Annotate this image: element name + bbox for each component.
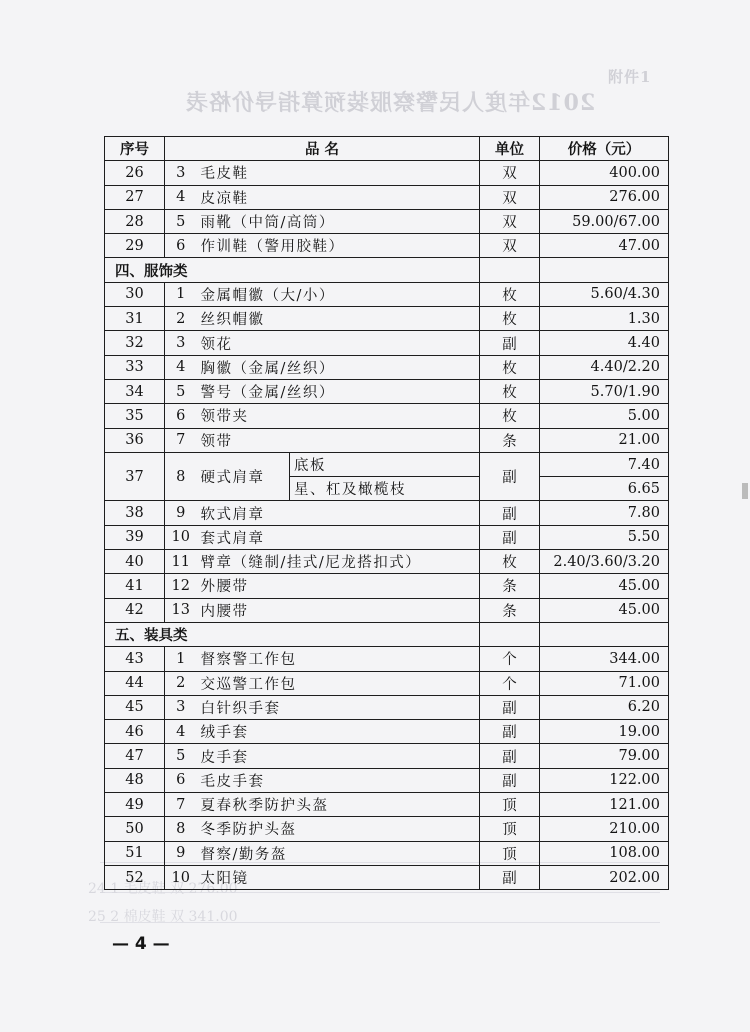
table-row xyxy=(105,744,669,768)
cell-seq: 47 xyxy=(105,744,165,768)
cell-price: 79.00 xyxy=(540,744,669,768)
cell-name: 软式肩章 xyxy=(197,501,480,525)
cell-unit: 顶 xyxy=(480,841,540,865)
cell-unit: 双 xyxy=(480,209,540,233)
cell-sub: 4 xyxy=(165,720,197,744)
cell-seq: 39 xyxy=(105,525,165,549)
cell-seq: 31 xyxy=(105,307,165,331)
table-row xyxy=(105,720,669,744)
cell-unit: 条 xyxy=(480,428,540,452)
cell-name: 领带夹 xyxy=(197,404,480,428)
table-row xyxy=(105,817,669,841)
cell-name: 外腰带 xyxy=(197,574,480,598)
cell-seq: 28 xyxy=(105,209,165,233)
cell-sub: 7 xyxy=(165,793,197,817)
cell-seq: 48 xyxy=(105,768,165,792)
table-row xyxy=(105,234,669,258)
cell-unit: 条 xyxy=(480,574,540,598)
cell-price: 45.00 xyxy=(540,574,669,598)
table-row xyxy=(105,404,669,428)
table-row xyxy=(105,671,669,695)
cell-unit: 副 xyxy=(480,865,540,889)
cell-price: 108.00 xyxy=(540,841,669,865)
cell-name: 冬季防护头盔 xyxy=(197,817,480,841)
cell-seq: 51 xyxy=(105,841,165,865)
table-row xyxy=(105,793,669,817)
cell-seq: 27 xyxy=(105,185,165,209)
category-blank xyxy=(540,622,669,646)
cell-seq: 37 xyxy=(105,452,165,501)
cell-name: 绒手套 xyxy=(197,720,480,744)
cell-name: 交巡警工作包 xyxy=(197,671,480,695)
price-table xyxy=(104,136,669,890)
cell-part: 星、杠及橄榄枝 xyxy=(290,477,480,501)
cell-sub: 1 xyxy=(165,282,197,306)
category-blank xyxy=(540,258,669,282)
cell-unit: 双 xyxy=(480,234,540,258)
cell-sub: 5 xyxy=(165,744,197,768)
cell-seq: 32 xyxy=(105,331,165,355)
cell-seq: 29 xyxy=(105,234,165,258)
cell-unit: 顶 xyxy=(480,793,540,817)
cell-name: 夏春秋季防护头盔 xyxy=(197,793,480,817)
cell-seq: 46 xyxy=(105,720,165,744)
cell-unit: 枚 xyxy=(480,307,540,331)
cell-name: 作训鞋（警用胶鞋） xyxy=(197,234,480,258)
cell-price: 6.20 xyxy=(540,695,669,719)
cell-unit: 副 xyxy=(480,452,540,501)
bleed-row: 25 2 棉皮鞋 双 341.00 xyxy=(88,909,238,925)
table-row xyxy=(105,525,669,549)
cell-unit: 副 xyxy=(480,331,540,355)
cell-name: 臂章（缝制/挂式/尼龙搭扣式） xyxy=(197,550,480,574)
cell-name: 毛皮鞋 xyxy=(197,161,480,185)
cell-price: 5.70/1.90 xyxy=(540,379,669,403)
cell-price: 7.40 xyxy=(540,452,669,476)
header-unit: 单位 xyxy=(480,137,540,161)
cell-seq: 33 xyxy=(105,355,165,379)
cell-price: 122.00 xyxy=(540,768,669,792)
scan-edge-mark xyxy=(742,483,748,499)
category-row xyxy=(105,258,669,282)
cell-name: 皮凉鞋 xyxy=(197,185,480,209)
cell-sub: 11 xyxy=(165,550,197,574)
cell-price: 21.00 xyxy=(540,428,669,452)
cell-sub: 5 xyxy=(165,209,197,233)
cell-unit: 副 xyxy=(480,768,540,792)
header-price: 价格（元） xyxy=(540,137,669,161)
cell-name: 白针织手套 xyxy=(197,695,480,719)
cell-unit: 顶 xyxy=(480,817,540,841)
table-header-row xyxy=(105,137,669,161)
cell-seq: 44 xyxy=(105,671,165,695)
cell-name: 套式肩章 xyxy=(197,525,480,549)
cell-part: 底板 xyxy=(290,452,480,476)
cell-seq: 35 xyxy=(105,404,165,428)
cell-seq: 43 xyxy=(105,647,165,671)
cell-seq: 30 xyxy=(105,282,165,306)
cell-unit: 副 xyxy=(480,525,540,549)
category-label: 五、装具类 xyxy=(105,622,480,646)
cell-sub: 3 xyxy=(165,695,197,719)
table-row xyxy=(105,185,669,209)
cell-name: 硬式肩章 xyxy=(197,452,290,501)
cell-price: 2.40/3.60/3.20 xyxy=(540,550,669,574)
cell-price: 47.00 xyxy=(540,234,669,258)
table-row xyxy=(105,379,669,403)
table-row xyxy=(105,209,669,233)
cell-sub: 1 xyxy=(165,647,197,671)
cell-seq: 26 xyxy=(105,161,165,185)
bleed-row: 24 1 毛皮鞋 双 276.00 xyxy=(88,881,238,897)
cell-price: 202.00 xyxy=(540,865,669,889)
cell-unit: 副 xyxy=(480,720,540,744)
cell-unit: 副 xyxy=(480,744,540,768)
cell-unit: 枚 xyxy=(480,379,540,403)
cell-unit: 双 xyxy=(480,185,540,209)
cell-name: 内腰带 xyxy=(197,598,480,622)
cell-sub: 5 xyxy=(165,379,197,403)
cell-seq: 45 xyxy=(105,695,165,719)
cell-unit: 副 xyxy=(480,501,540,525)
cell-seq: 36 xyxy=(105,428,165,452)
cell-sub: 3 xyxy=(165,161,197,185)
cell-price: 6.65 xyxy=(540,477,669,501)
cell-sub: 8 xyxy=(165,452,197,501)
table-row xyxy=(105,550,669,574)
cell-sub: 6 xyxy=(165,768,197,792)
cell-name: 太阳镜 xyxy=(197,865,480,889)
table-row xyxy=(105,768,669,792)
cell-unit: 枚 xyxy=(480,282,540,306)
table-row xyxy=(105,501,669,525)
cell-seq: 34 xyxy=(105,379,165,403)
page-number: — 4 — xyxy=(112,934,170,954)
cell-price: 71.00 xyxy=(540,671,669,695)
cell-sub: 9 xyxy=(165,501,197,525)
bleed-title: 2012年度人民警察服装预算指导价格表 xyxy=(185,90,596,116)
cell-price: 400.00 xyxy=(540,161,669,185)
cell-seq: 38 xyxy=(105,501,165,525)
table-row xyxy=(105,161,669,185)
cell-name: 毛皮手套 xyxy=(197,768,480,792)
cell-sub: 6 xyxy=(165,234,197,258)
cell-sub: 12 xyxy=(165,574,197,598)
cell-name: 督察/勤务盔 xyxy=(197,841,480,865)
cell-price: 276.00 xyxy=(540,185,669,209)
cell-price: 121.00 xyxy=(540,793,669,817)
cell-sub: 4 xyxy=(165,185,197,209)
cell-sub: 9 xyxy=(165,841,197,865)
cell-name: 雨靴（中筒/高筒） xyxy=(197,209,480,233)
cell-unit: 副 xyxy=(480,695,540,719)
cell-sub: 3 xyxy=(165,331,197,355)
cell-price: 5.00 xyxy=(540,404,669,428)
cell-price: 344.00 xyxy=(540,647,669,671)
cell-price: 1.30 xyxy=(540,307,669,331)
cell-price: 5.60/4.30 xyxy=(540,282,669,306)
category-blank xyxy=(480,622,540,646)
header-seq: 序号 xyxy=(105,137,165,161)
cell-seq: 40 xyxy=(105,550,165,574)
cell-price: 5.50 xyxy=(540,525,669,549)
cell-name: 金属帽徽（大/小） xyxy=(197,282,480,306)
cell-unit: 枚 xyxy=(480,404,540,428)
cell-sub: 7 xyxy=(165,428,197,452)
table-row xyxy=(105,647,669,671)
cell-name: 领带 xyxy=(197,428,480,452)
cell-sub: 10 xyxy=(165,525,197,549)
table-row xyxy=(105,331,669,355)
table-row xyxy=(105,307,669,331)
table-row xyxy=(105,865,669,889)
cell-name: 领花 xyxy=(197,331,480,355)
category-label: 四、服饰类 xyxy=(105,258,480,282)
cell-price: 4.40 xyxy=(540,331,669,355)
cell-price: 59.00/67.00 xyxy=(540,209,669,233)
cell-sub: 6 xyxy=(165,404,197,428)
cell-sub: 2 xyxy=(165,671,197,695)
cell-name: 丝织帽徽 xyxy=(197,307,480,331)
cell-unit: 个 xyxy=(480,671,540,695)
cell-unit: 双 xyxy=(480,161,540,185)
cell-unit: 个 xyxy=(480,647,540,671)
cell-seq: 41 xyxy=(105,574,165,598)
header-name: 品 名 xyxy=(165,137,480,161)
cell-name: 督察警工作包 xyxy=(197,647,480,671)
bleed-annex-label: 附件1 xyxy=(608,68,652,86)
table-row xyxy=(105,574,669,598)
category-blank xyxy=(480,258,540,282)
cell-sub: 4 xyxy=(165,355,197,379)
cell-sub: 13 xyxy=(165,598,197,622)
cell-price: 45.00 xyxy=(540,598,669,622)
table-row xyxy=(105,282,669,306)
table-row xyxy=(105,428,669,452)
cell-name: 皮手套 xyxy=(197,744,480,768)
table-row xyxy=(105,355,669,379)
cell-sub: 2 xyxy=(165,307,197,331)
cell-name: 警号（金属/丝织） xyxy=(197,379,480,403)
cell-unit: 枚 xyxy=(480,355,540,379)
table-row xyxy=(105,695,669,719)
table-row xyxy=(105,598,669,622)
cell-seq: 49 xyxy=(105,793,165,817)
cell-seq: 52 xyxy=(105,865,165,889)
table-row-split xyxy=(105,452,669,476)
cell-price: 210.00 xyxy=(540,817,669,841)
cell-sub: 10 xyxy=(165,865,197,889)
cell-name: 胸徽（金属/丝织） xyxy=(197,355,480,379)
cell-seq: 50 xyxy=(105,817,165,841)
cell-sub: 8 xyxy=(165,817,197,841)
cell-unit: 枚 xyxy=(480,550,540,574)
cell-price: 4.40/2.20 xyxy=(540,355,669,379)
cell-seq: 42 xyxy=(105,598,165,622)
cell-unit: 条 xyxy=(480,598,540,622)
cell-price: 7.80 xyxy=(540,501,669,525)
table-row xyxy=(105,841,669,865)
cell-price: 19.00 xyxy=(540,720,669,744)
category-row xyxy=(105,622,669,646)
